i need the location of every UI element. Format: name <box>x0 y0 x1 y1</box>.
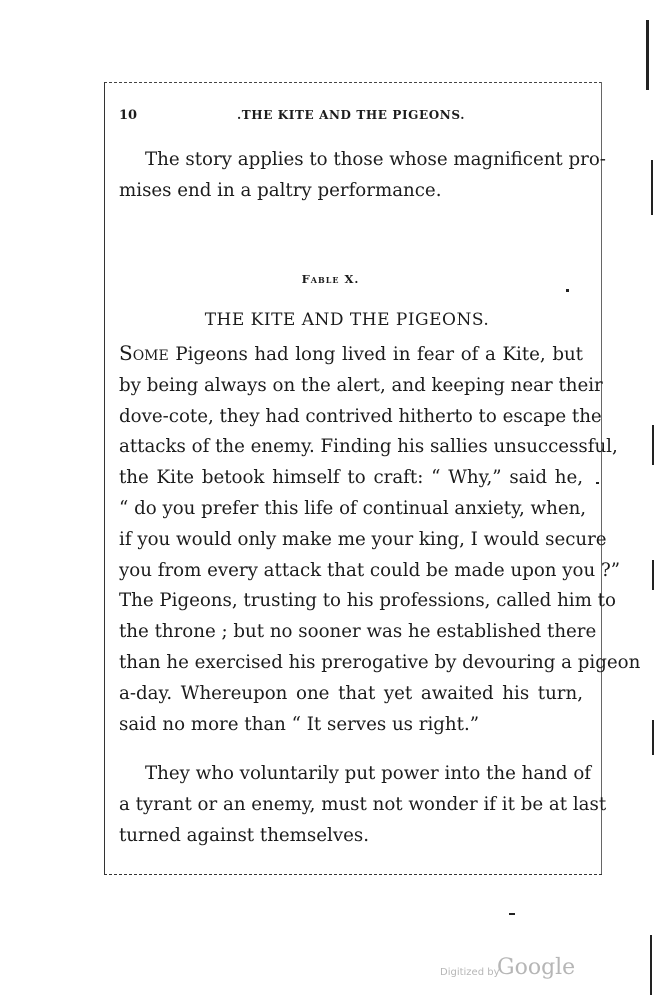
text-line: “ do you prefer this life of continual anxiety, when, <box>119 497 587 519</box>
text-line: a tyrant or an enemy, must not wonder if it be at last <box>119 793 607 815</box>
scan-edge-mark <box>651 160 653 215</box>
page-frame-right-rule <box>601 82 602 874</box>
page-frame-top-rule <box>104 82 602 83</box>
scan-edge-mark <box>652 425 654 465</box>
text-line: the Kite betook himself to craft: “ Why,” said he, <box>119 467 583 489</box>
watermark-prefix: Digitized by <box>440 967 500 978</box>
ink-speck <box>566 289 569 292</box>
page-frame-bottom-rule <box>104 874 602 875</box>
text-line: than he exercised his prerogative by devouring a pigeon <box>119 651 641 673</box>
fable-number: Fable X. <box>301 272 360 286</box>
ink-speck <box>509 913 515 915</box>
text-line: by being always on the alert, and keeping near their <box>119 374 603 396</box>
scan-edge-mark <box>652 560 654 590</box>
running-title: .THE KITE AND THE PIGEONS. <box>237 108 465 122</box>
text-line: a-day. Whereupon one that yet awaited his turn, <box>119 682 583 704</box>
text-line: attacks of the enemy. Finding his sallies unsuccessful, <box>119 436 618 458</box>
running-head <box>119 108 579 128</box>
digitized-by-google-watermark <box>440 955 600 985</box>
scan-edge-mark <box>650 935 652 995</box>
fable-body-paragraph <box>119 338 641 740</box>
intro-paragraph <box>119 145 606 207</box>
ink-speck <box>596 482 599 484</box>
text-line: mises end in a paltry performance. <box>119 179 442 201</box>
text-line: if you would only make me your king, I would secure <box>119 528 607 550</box>
moral-paragraph <box>119 759 607 851</box>
page-frame-left-rule <box>104 82 105 874</box>
text-line: They who voluntarily put power into the hand of <box>145 763 592 784</box>
text-line: The Pigeons, trusting to his professions, called him to <box>119 590 616 612</box>
text-line: you from every attack that could be made upon you ?” <box>119 559 621 581</box>
scan-edge-mark <box>646 20 649 90</box>
text-line <box>119 338 583 371</box>
page-number: 10 <box>119 108 138 123</box>
fable-title: THE KITE AND THE PIGEONS. <box>204 310 490 330</box>
scan-edge-mark <box>652 720 654 755</box>
opening-word: Some <box>119 341 169 365</box>
text-line: dove-cote, they had contrived hitherto to escape the <box>119 405 602 427</box>
text-line: the throne ; but no sooner was he established there <box>119 621 597 643</box>
text-line: said no more than “ It serves us right.” <box>119 713 480 735</box>
google-logo: Google <box>497 955 576 980</box>
first-line-text: Pigeons had long lived in fear of a Kite, but <box>168 344 583 365</box>
text-line: turned against themselves. <box>119 824 369 846</box>
text-line: The story applies to those whose magnificent pro- <box>145 149 606 170</box>
